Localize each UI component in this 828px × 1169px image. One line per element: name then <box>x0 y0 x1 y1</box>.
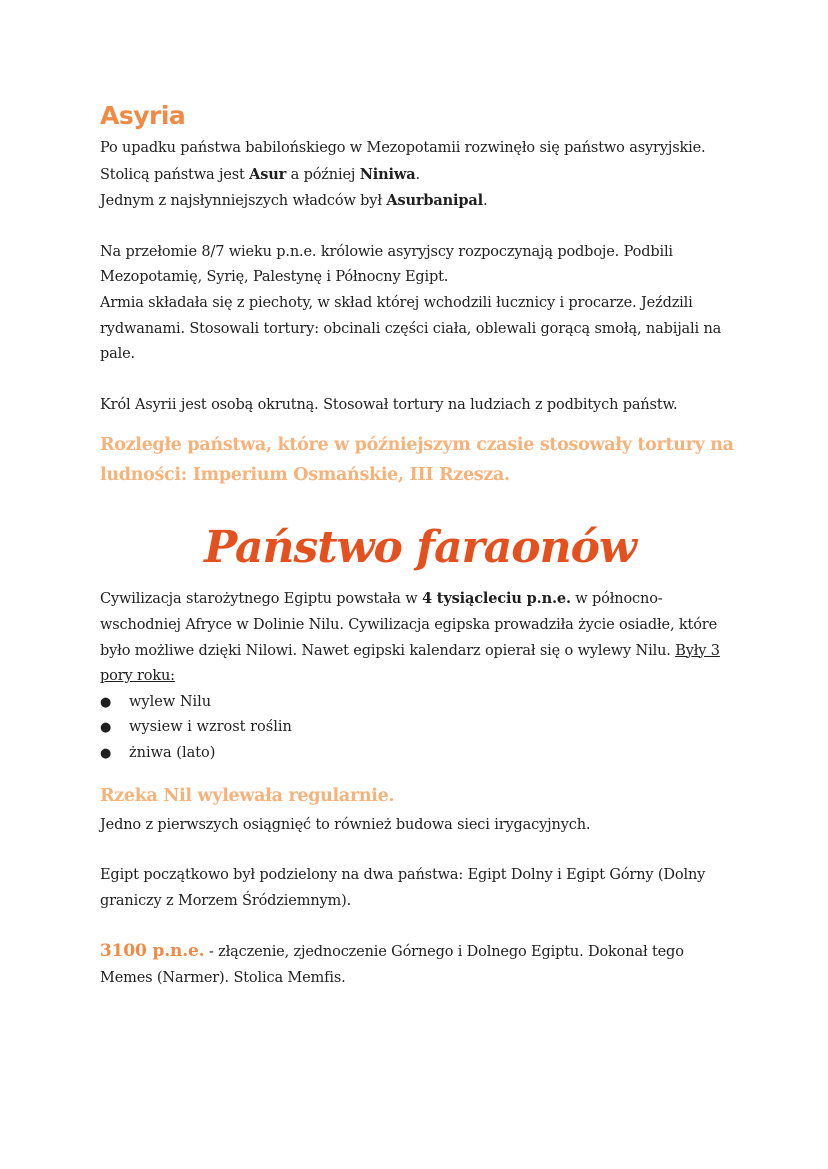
asyria-paragraph-3: Król Asyrii jest osobą okrutną. Stosował tortury na ludziach z podbitych państw. <box>100 396 678 413</box>
seasons-list <box>100 690 740 767</box>
egipt-date-emphasis: 4 tysiącleciu p.n.e. <box>421 590 571 608</box>
season-text: żniwa (lato) <box>129 744 216 761</box>
seasons-label: Były 3 pory roku: <box>100 642 720 685</box>
egipt-paragraph-3: Egipt początkowo był podzielony na dwa państwa: Egipt Dolny i Egipt Górny (Dolny graniczy z Morzem Śródziemnym). <box>100 867 706 909</box>
list-item <box>100 715 740 741</box>
text: . <box>482 193 488 210</box>
asyria-callout: Rozległe państwa, które w późniejszym czasie stosowały tortury na ludności: Imperium Osmańskie, III Rzesza. <box>100 435 734 486</box>
unification-date: 3100 p.n.e. <box>100 941 205 962</box>
capital-niniwa: Niniwa <box>359 165 416 183</box>
section-title-egipt: Państwo faraonów <box>204 522 636 574</box>
egipt-paragraph-2: Jedno z pierwszych osiągnięć to również budowa sieci irygacyjnych. <box>100 816 591 833</box>
egipt-paragraph-4 <box>100 939 740 991</box>
asyria-paragraph-2 <box>100 240 740 368</box>
capital-asur: Asur <box>249 165 287 183</box>
section-heading-asyria: Asyria <box>100 101 186 130</box>
bullet-icon: ● <box>100 745 112 761</box>
bullet-icon: ● <box>100 720 112 736</box>
text: Po upadku państwa babilońskiego w Mezopotamii rozwinęło się państwo asyryjskie. <box>100 140 706 156</box>
text: Stolicą państwa jest <box>100 166 250 183</box>
egipt-callout: Rzeka Nil wylewała regularnie. <box>100 785 395 806</box>
ruler-asurbanipal: Asurbanipal <box>386 192 483 210</box>
text: Cywilizacja starożytnego Egiptu powstała w <box>100 591 422 608</box>
text: . <box>415 166 420 183</box>
list-item <box>100 690 740 716</box>
document-page <box>100 100 740 991</box>
asyria-paragraph-1 <box>100 136 740 215</box>
season-text: wylew Nilu <box>129 693 212 710</box>
text: w północno-wschodniej Afryce w Dolinie Nilu. Cywilizacja egipska prowadziła życie osiadłe, które było możliwe dzięki Nilowi. Nawet egipski kalendarz opierał się o wylewy Nilu. <box>100 591 718 659</box>
list-item <box>100 741 740 767</box>
bullet-icon: ● <box>100 694 112 710</box>
text: Jednym z najsłynniejszych władców był <box>100 193 387 210</box>
text: Armia składała się z piechoty, w skład której wchodzili łucznicy i procarze. Jeździli rydwanami. Stosowali tortury: obcinali części ciała, oblewali gorącą smołą, nabijali na pale. <box>100 294 722 363</box>
text: - złączenie, zjednoczenie Górnego i Dolnego Egiptu. Dokonał tego Memes (Narmer). Stolica Memfis. <box>100 944 684 986</box>
text: a później <box>286 166 360 183</box>
text: Na przełomie 8/7 wieku p.n.e. królowie asyryjscy rozpoczynają podboje. Podbili Mezopotamię, Syrię, Palestynę i Północny Egipt. <box>100 243 673 286</box>
egipt-paragraph-1 <box>100 586 740 689</box>
season-text: wysiew i wzrost roślin <box>129 719 292 736</box>
